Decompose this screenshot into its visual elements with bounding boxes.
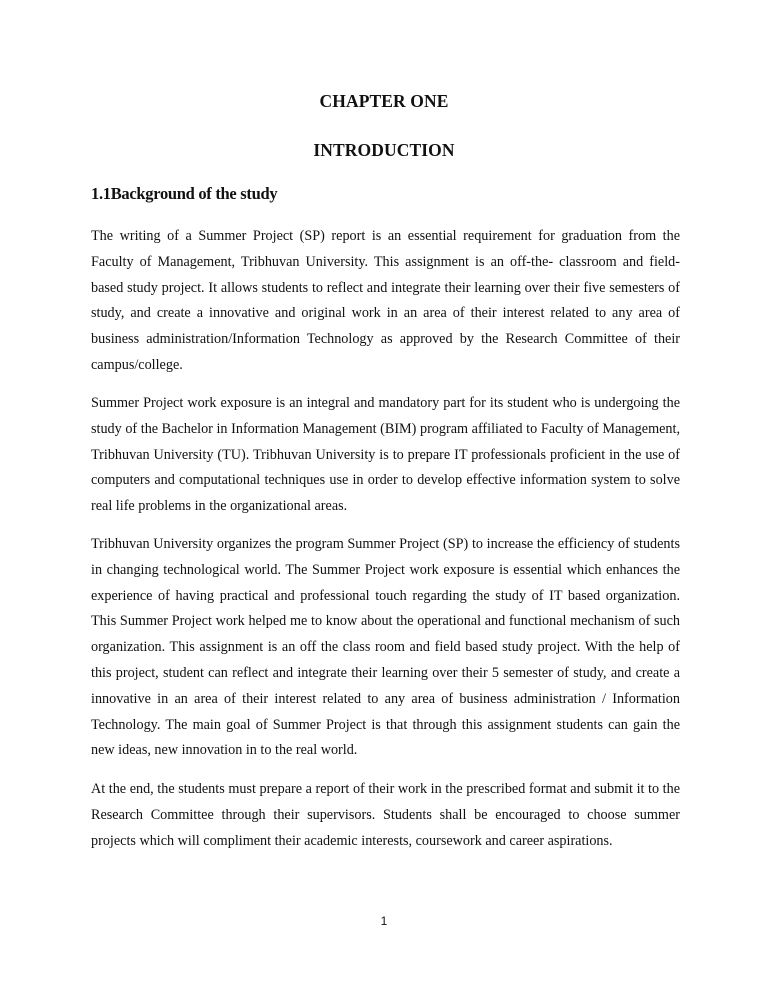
paragraph-4: At the end, the students must prepare a report of their work in the prescribed format and submit it to the Research Committee through their supervisors. Students shall be encouraged to choose summer projects which will compliment their academic interests, coursework and career aspirations. <box>91 781 680 849</box>
section-heading: 1.1Background of the study <box>91 184 278 203</box>
page-number: 1 <box>380 914 388 928</box>
paragraph-3: Tribhuvan University organizes the program Summer Project (SP) to increase the efficiency of students in changing technological world. The Summer Project work exposure is essential which enhances the experience of having practical and professional touch regarding the study of IT based organization. This Summer Project work helped me to know about the operational and functional mechanism of such organization. This assignment is an off the class room and field based study project. With the help of this project, student can reflect and integrate their learning over their 5 semester of study, and create a innovative in an area of their interest related to any area of business administration / Information Technology. The main goal of Summer Project is that through this assignment students can gain the new ideas, new innovation in to the real world. <box>91 536 680 759</box>
chapter-number: CHAPTER ONE <box>319 91 449 111</box>
paragraph-2: Summer Project work exposure is an integral and mandatory part for its student who is undergoing the study of the Bachelor in Information Management (BIM) program affiliated to Faculty of Management, Tribhuvan University (TU). Tribhuvan University is to prepare IT professionals proficient in the use of computers and computational techniques use in order to develop effective information system to solve real life problems in the organizational areas. <box>91 395 680 515</box>
chapter-title: INTRODUCTION <box>313 140 455 160</box>
paragraph-1: The writing of a Summer Project (SP) report is an essential requirement for graduation from the Faculty of Management, Tribhuvan University. This assignment is an off-the- classroom and field-based study project. It allows students to reflect and integrate their learning over their five semesters of study, and create a innovative and original work in an area of their interest related to any area of business administration/Information Technology as approved by the Research Committee of their campus/college. <box>91 228 680 373</box>
